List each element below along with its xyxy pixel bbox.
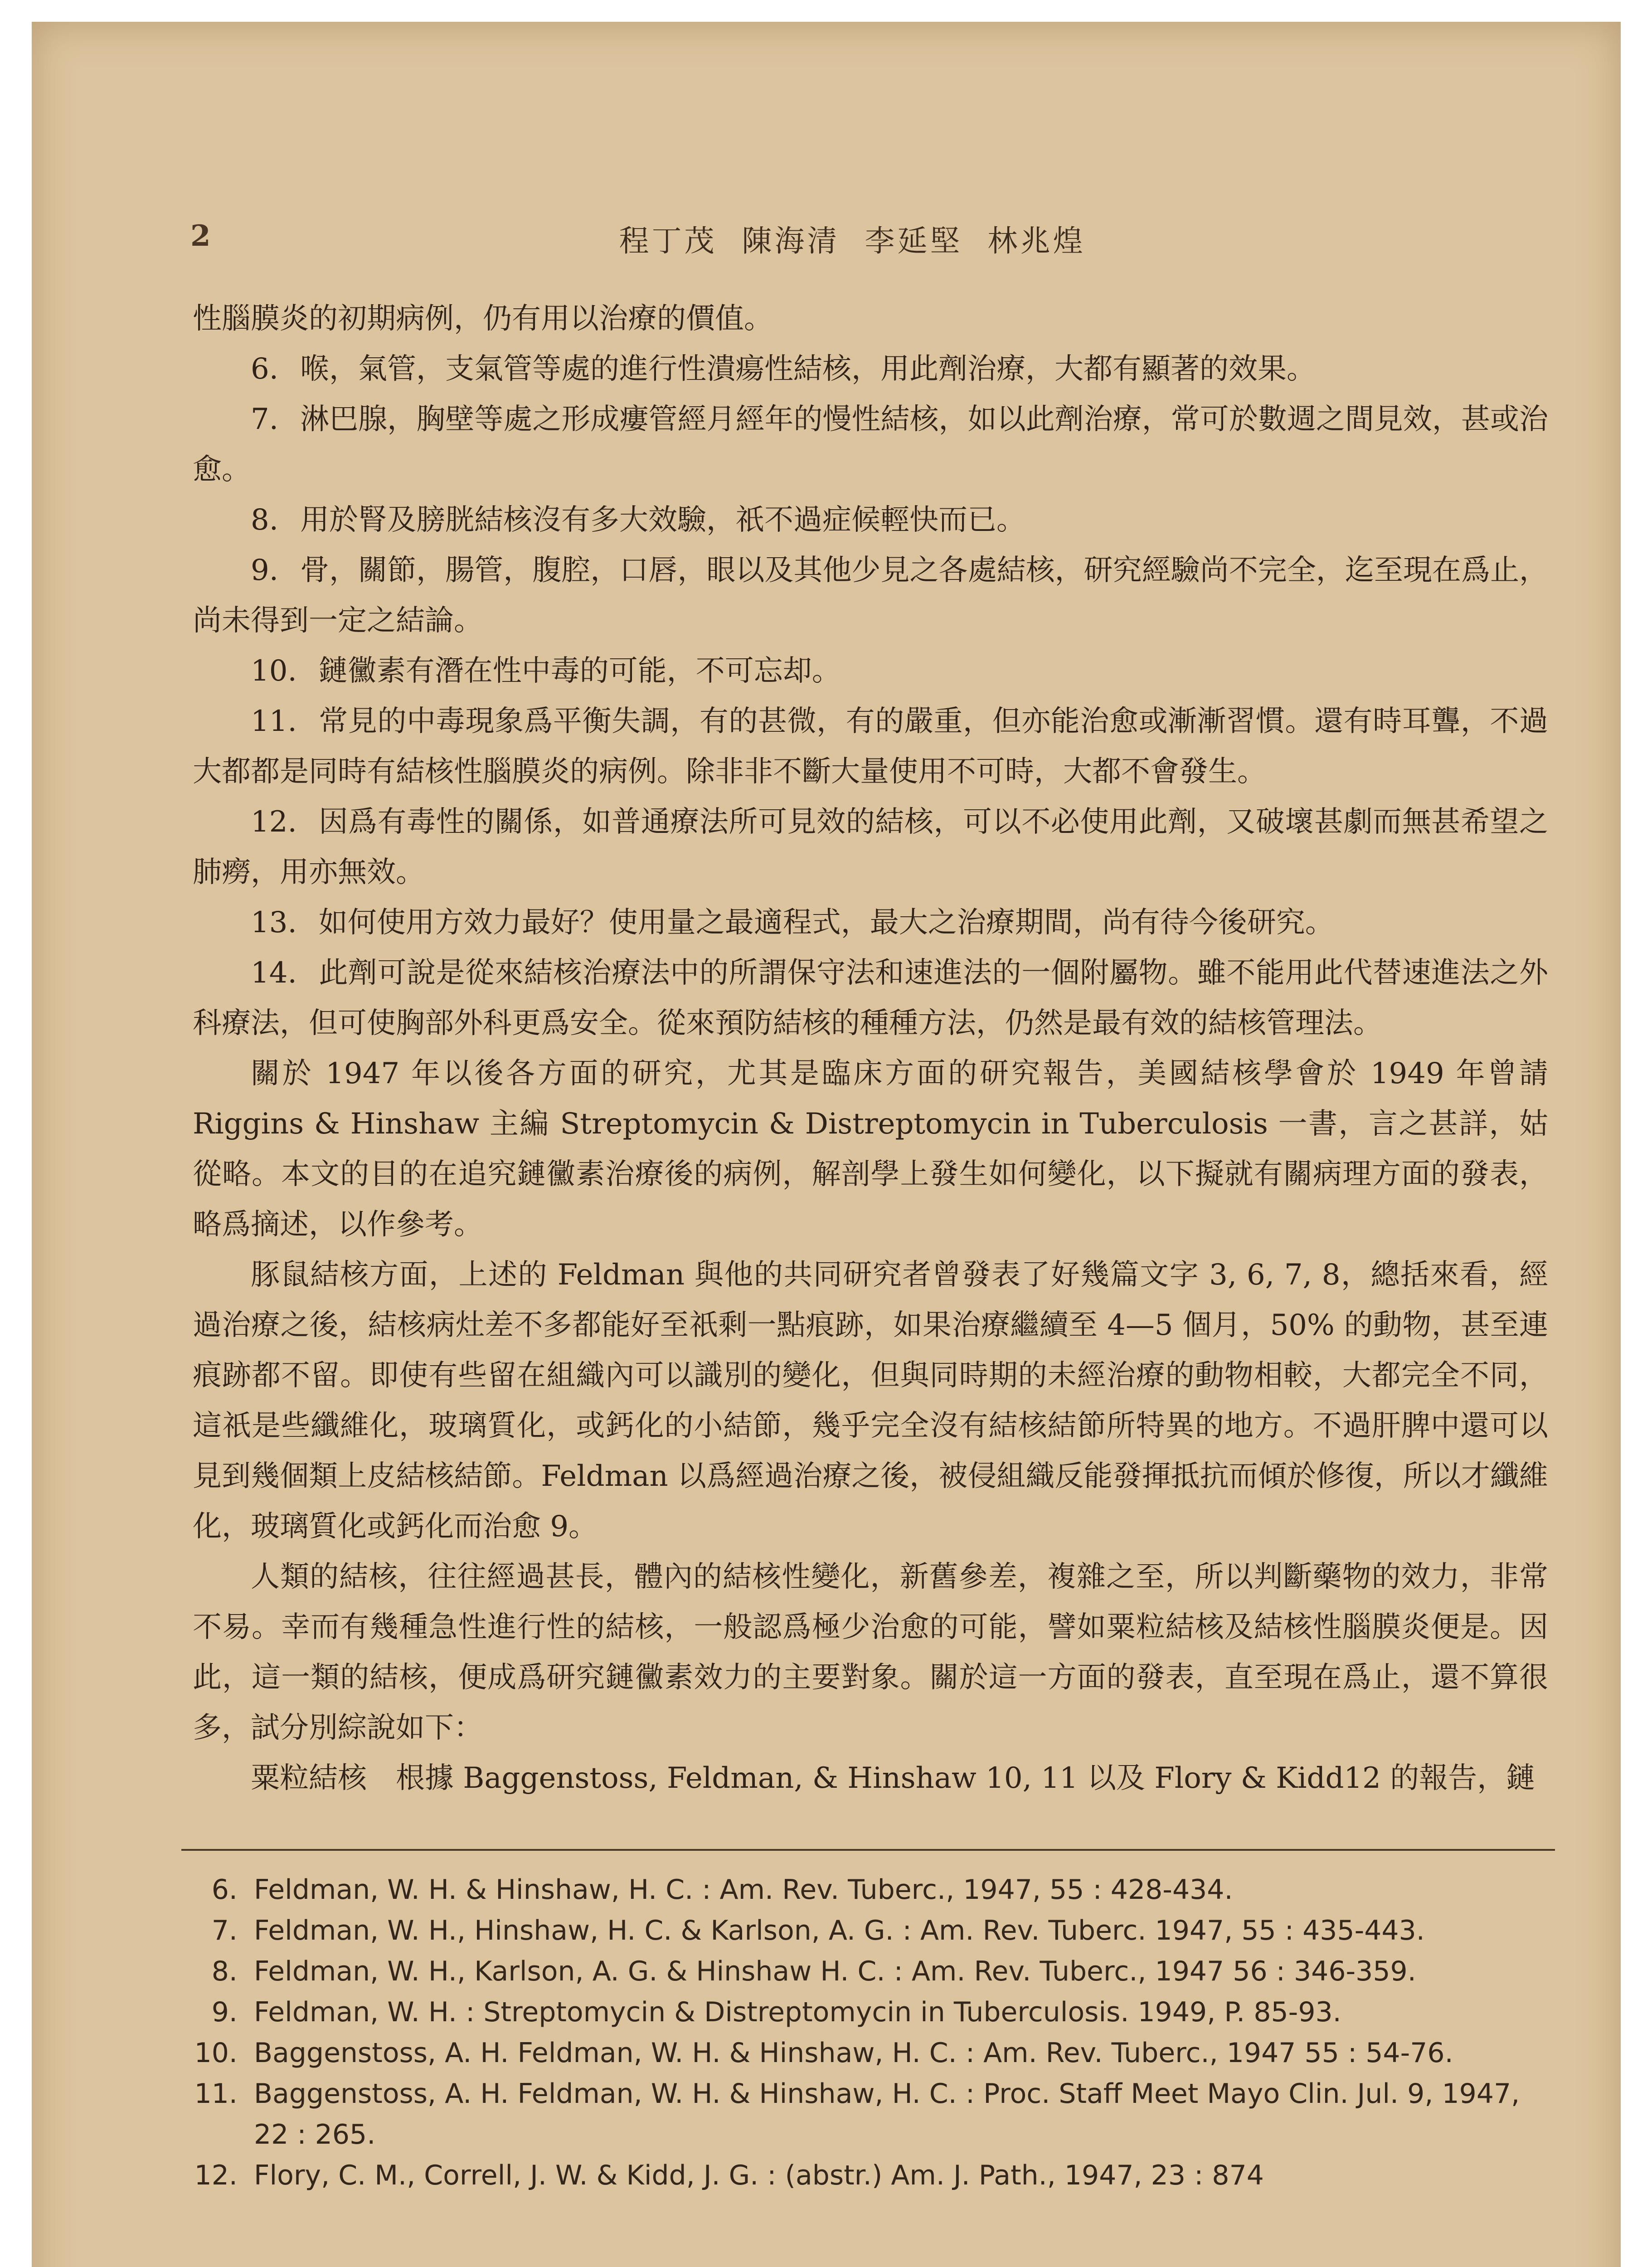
paragraph-number: 8. xyxy=(251,503,279,537)
paragraph xyxy=(193,646,1548,696)
reference-number: 12. xyxy=(194,2160,238,2191)
paragraph-text: 人類的結核，往往經過甚長，體內的結核性變化，新舊參差，複雜之至，所以判斷藥物的效力，非常不易。幸而有幾種急性進行性的結核，一般認爲極少治愈的可能，譬如粟粒結核及結核性腦膜炎便是。因此，這一類的結核，便成爲研究鏈黴素效力的主要對象。關於這一方面的發表，直至現在爲止，還不算很多，試分別綜說如下： xyxy=(193,1560,1548,1745)
paragraph-number: 11. xyxy=(251,705,297,738)
paragraph xyxy=(193,1753,1548,1804)
reference-text: Feldman, W. H. & Hinshaw, H. C. : Am. Rev. Tuberc., 1947, 55 : 428-434. xyxy=(254,1874,1233,1906)
reference-number: 10. xyxy=(194,2037,238,2069)
reference-text: Flory, C. M., Correll, J. W. & Kidd, J. G. : (abstr.) Am. J. Path., 1947, 23 : 874 xyxy=(254,2160,1264,2191)
paragraph-text: 因爲有毒性的關係，如普通療法所可見效的結核，可以不必使用此劑，又破壞甚劇而無甚希望之肺癆，用亦無效。 xyxy=(193,805,1548,889)
reference-text: Feldman, W. H. : Streptomycin & Distreptomycin in Tuberculosis. 1949, P. 85-93. xyxy=(254,1996,1341,2028)
paragraph xyxy=(193,797,1548,898)
paragraph-number: 13. xyxy=(251,906,297,939)
paragraph-text: 喉，氣管，支氣管等處的進行性潰瘍性結核，用此劑治療，大都有顯著的效果。 xyxy=(300,352,1316,386)
paragraph xyxy=(193,1049,1548,1250)
reference-item xyxy=(181,2073,1555,2155)
paragraph-text: 此劑可說是從來結核治療法中的所謂保守法和速進法的一個附屬物。雖不能用此代替速進法之外科療法，但可使胸部外科更爲安全。從來預防結核的種種方法，仍然是最有效的結核管理法。 xyxy=(193,956,1548,1040)
reference-item xyxy=(181,2155,1555,2196)
reference-number: 9. xyxy=(211,1996,238,2028)
reference-item xyxy=(181,1869,1555,1910)
reference-text: Baggenstoss, A. H. Feldman, W. H. & Hinshaw, H. C. : Proc. Staff Meet Mayo Clin. Jul. 9, 1947, 22 : 265. xyxy=(254,2078,1520,2150)
paragraph-text: 性腦膜炎的初期病例，仍有用以治療的價值。 xyxy=(193,302,773,336)
paragraph-text: 關於 1947 年以後各方面的研究，尤其是臨床方面的研究報告，美國結核學會於 1949 年曾請 Riggins & Hinshaw 主編 Streptomycin & Distreptomycin in Tuberculosis 一書，言之甚詳，姑從略。本文的目的在追究鏈黴素治療後的病例，解剖學上發生如何變化，以下擬就有關病理方面的發表，略爲摘述，以作參考。 xyxy=(193,1057,1548,1241)
reference-text: Baggenstoss, A. H. Feldman, W. H. & Hinshaw, H. C. : Am. Rev. Tuberc., 1947 55 : 54-76. xyxy=(254,2037,1453,2069)
paragraph-text: 豚鼠結核方面，上述的 Feldman 與他的共同研究者曾發表了好幾篇文字 3, 6, 7, 8，總括來看，經過治療之後，結核病灶差不多都能好至祇剩一點痕跡，如果治療繼續至 4—5 個月，50% 的動物，甚至連痕跡都不留。即使有些留在組織內可以識別的變化，但與同時期的未經治療的動物相較，大都完全不同，這祇是些纖維化，玻璃質化，或鈣化的小結節，幾乎完全沒有結核結節所特異的地方。不過肝脾中還可以見到幾個類上皮結核結節。Feldman 以爲經過治療之後，被侵組織反能發揮抵抗而傾於修復，所以才纖維化，玻璃質化或鈣化而治愈 9。 xyxy=(193,1258,1548,1543)
paragraph-text: 淋巴腺，胸壁等處之形成瘻管經月經年的慢性結核，如以此劑治療，常可於數週之間見效，甚或治愈。 xyxy=(193,403,1548,486)
reference-number: 11. xyxy=(194,2078,238,2110)
author-names: 程丁茂 陳海清 李延堅 林兆煌 xyxy=(619,224,1086,258)
reference-text: Feldman, W. H., Karlson, A. G. & Hinshaw H. C. : Am. Rev. Tuberc., 1947 56 : 346-359. xyxy=(254,1956,1416,1987)
reference-text: Feldman, W. H., Hinshaw, H. C. & Karlson, A. G. : Am. Rev. Tuberc. 1947, 55 : 435-443. xyxy=(254,1915,1425,1946)
paragraph xyxy=(193,696,1548,797)
reference-item xyxy=(181,1992,1555,2033)
paragraph xyxy=(193,1250,1548,1552)
page xyxy=(32,22,1621,2267)
paragraph-text: 常見的中毒現象爲平衡失調，有的甚微，有的嚴重，但亦能治愈或漸漸習慣。還有時耳聾，不過大都都是同時有結核性腦膜炎的病例。除非非不斷大量使用不可時，大都不會發生。 xyxy=(193,705,1548,788)
footnote-divider xyxy=(181,1849,1555,1851)
paragraph-text: 用於腎及膀胱結核沒有多大效驗，祇不過症候輕快而已。 xyxy=(300,503,1026,537)
paragraph xyxy=(193,394,1548,495)
paragraph-text: 鏈黴素有潛在性中毒的可能，不可忘却。 xyxy=(318,654,841,688)
paragraph xyxy=(193,294,1548,344)
page-number: 2 xyxy=(190,219,211,253)
paragraph-text: 骨，關節，腸管，腹腔，口唇，眼以及其他少見之各處結核，研究經驗尚不完全，迄至現在爲止，尚未得到一定之結論。 xyxy=(193,554,1548,637)
paragraph xyxy=(193,1552,1548,1753)
paragraph-number: 12. xyxy=(251,805,297,839)
reference-number: 7. xyxy=(211,1915,238,1946)
paragraph-number: 7. xyxy=(251,403,279,436)
reference-item xyxy=(181,1951,1555,1992)
paragraph-number: 14. xyxy=(251,956,297,990)
body-text xyxy=(193,294,1548,1804)
paragraph-number: 9. xyxy=(251,554,279,587)
reference-number: 8. xyxy=(211,1956,238,1987)
paragraph-number: 6. xyxy=(251,352,279,386)
paragraph xyxy=(193,898,1548,948)
paragraph xyxy=(193,545,1548,646)
reference-item xyxy=(181,1910,1555,1951)
reference-number: 6. xyxy=(211,1874,238,1906)
page-header xyxy=(154,210,1550,260)
paragraph-text: 如何使用方效力最好？使用量之最適程式，最大之治療期間，尚有待今後研究。 xyxy=(318,906,1334,939)
reference-item xyxy=(181,2033,1555,2073)
paragraph-number: 10. xyxy=(251,654,297,688)
paragraph-text: 粟粒結核 根據 Baggenstoss, Feldman, & Hinshaw 10, 11 以及 Flory & Kidd12 的報告，鏈 xyxy=(251,1761,1535,1795)
paragraph xyxy=(193,495,1548,545)
paragraph xyxy=(193,948,1548,1049)
paragraph xyxy=(193,344,1548,394)
reference-list xyxy=(181,1869,1555,2196)
